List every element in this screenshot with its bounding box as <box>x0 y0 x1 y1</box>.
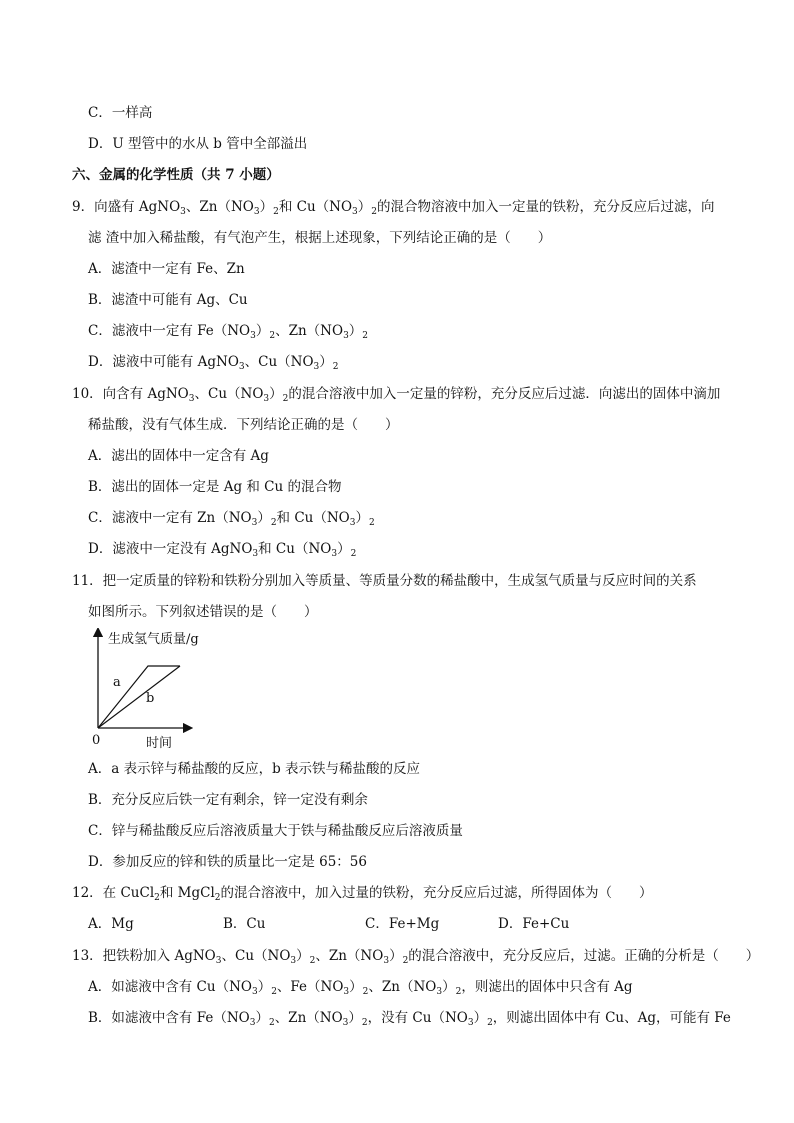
text: ） <box>255 323 270 339</box>
question-9-option-b <box>88 291 248 309</box>
option-text: C．一样高 <box>88 105 153 121</box>
question-11-option-c <box>88 822 463 840</box>
question-9-line-2 <box>88 229 551 247</box>
subscript: 2 <box>402 956 409 966</box>
text: ） <box>348 323 363 339</box>
subscript: 3 <box>331 549 338 559</box>
text: ，则滤出固体中有 Cu、Ag，可能有 Fe <box>492 1010 731 1026</box>
text: 9．向盛有 AgNO <box>72 199 181 215</box>
subscript: 3 <box>215 956 222 966</box>
origin-label: 0 <box>92 733 101 748</box>
question-13-option-b <box>88 1009 731 1027</box>
subscript: 3 <box>252 549 259 559</box>
question-10-option-d <box>88 540 356 558</box>
question-9-option-c <box>88 322 368 340</box>
subscript: 2 <box>455 987 462 997</box>
option-text: C．Fe+Mg <box>365 916 440 932</box>
subscript: 2 <box>361 1018 368 1028</box>
text: B．如滤液中含有 Fe（NO <box>88 1010 250 1026</box>
text: ） <box>337 541 351 557</box>
text: ） <box>257 979 272 995</box>
subscript: 2 <box>268 1018 275 1028</box>
text: A．如滤液中含有 Cu（NO <box>88 979 252 995</box>
subscript: 3 <box>250 331 256 341</box>
subscript: 3 <box>342 1018 349 1028</box>
text: 、Cu（NO <box>221 948 291 964</box>
question-9-option-a <box>88 260 245 278</box>
text: 、Zn（NO <box>275 323 344 339</box>
question-11-option-d <box>88 853 367 871</box>
text: D．滤液中一定没有 AgNO <box>88 541 253 557</box>
question-11-line-1 <box>72 572 697 590</box>
text: 、Zn（NO <box>274 1010 343 1026</box>
question-10-option-b <box>88 478 342 496</box>
option-text: D．Fe+Cu <box>498 916 570 932</box>
text: 和 MgCl <box>159 885 215 901</box>
subscript: 3 <box>349 518 356 528</box>
option-text: D．参加反应的锌和铁的质量比一定是 65：56 <box>88 854 367 870</box>
option-text: C．锌与稀盐酸反应后溶液质量大于铁与稀盐酸反应后溶液质量 <box>88 823 463 839</box>
question-12-option-a <box>88 915 134 933</box>
prev-option-d <box>88 135 307 153</box>
subscript: 3 <box>251 518 258 528</box>
text: ） <box>349 979 363 995</box>
option-text: A．Mg <box>88 916 134 932</box>
subscript: 3 <box>180 207 186 217</box>
text: D．滤液中可能有 AgNO <box>88 354 239 370</box>
subscript: 2 <box>273 207 279 217</box>
question-13-line-1 <box>72 947 759 965</box>
text: 、Zn（NO <box>185 199 254 215</box>
text: 稀盐酸，没有气体生成．下列结论正确的是（ ） <box>88 417 399 433</box>
question-9-line-1 <box>72 198 715 216</box>
text: 和 Cu（NO <box>278 199 353 215</box>
text: 、Cu（NO <box>194 386 264 402</box>
text: 和 Cu（NO <box>258 541 332 557</box>
question-10-line-1 <box>72 385 720 403</box>
text: 11．把一定质量的锌粉和铁粉分别加入等质量、等质量分数的稀盐酸中，生成氢气质量与反应时间的关系 <box>72 573 697 589</box>
question-12-option-d <box>498 915 569 933</box>
text: ） <box>442 979 456 995</box>
series-label-a: a <box>113 675 121 690</box>
text: C．滤液中一定有 Fe（NO <box>88 323 251 339</box>
text: ） <box>255 1010 269 1026</box>
section-title-text: 六、金属的化学性质（共 7 小题） <box>72 167 280 183</box>
text: C．滤液中一定有 Zn（NO <box>88 510 252 526</box>
question-12-option-b <box>223 915 265 933</box>
subscript: 2 <box>269 331 276 341</box>
subscript: 2 <box>271 987 277 997</box>
text: ） <box>389 948 403 964</box>
subscript: 2 <box>487 1018 493 1028</box>
y-axis-label: 生成氢气质量/g <box>108 632 199 647</box>
text: ） <box>348 1010 362 1026</box>
option-text: B．滤出的固体一定是 Ag 和 Cu 的混合物 <box>88 479 342 495</box>
text: ） <box>319 354 333 370</box>
question-12-option-c <box>365 915 439 933</box>
text: 如图所示。下列叙述错误的是（ ） <box>88 604 318 620</box>
text: 的混合溶液中，加入过量的铁粉，充分反应后过滤，所得固体为（ ） <box>220 885 653 901</box>
question-12-line-1 <box>72 884 653 902</box>
option-text: A．滤渣中一定有 Fe、Zn <box>88 261 245 277</box>
subscript: 2 <box>368 518 375 528</box>
text: 、Zn（NO <box>368 979 437 995</box>
subscript: 3 <box>251 987 258 997</box>
question-10-option-c <box>88 509 375 527</box>
subscript: 2 <box>362 331 369 341</box>
option-text: B．充分反应后铁一定有剩余，锌一定没有剩余 <box>88 792 368 808</box>
subscript: 3 <box>352 207 358 217</box>
subscript: 2 <box>309 956 316 966</box>
subscript: 2 <box>350 549 357 559</box>
text: ） <box>257 510 271 526</box>
series-line-b <box>98 666 180 728</box>
subscript: 2 <box>154 893 160 903</box>
text: 和 Cu（NO <box>276 510 350 526</box>
question-11-option-b <box>88 791 368 809</box>
subscript: 2 <box>371 207 377 217</box>
text: ） <box>355 510 369 526</box>
option-text: D．U 型管中的水从 b 管中全部溢出 <box>88 136 308 152</box>
subscript: 2 <box>332 362 339 372</box>
subscript: 3 <box>343 987 350 997</box>
subscript: 3 <box>253 207 260 217</box>
question-13-option-a <box>88 978 633 996</box>
subscript: 3 <box>436 987 443 997</box>
option-text: A．滤出的固体中一定含有 Ag <box>88 448 269 464</box>
subscript: 3 <box>263 394 270 404</box>
subscript: 3 <box>290 956 297 966</box>
subscript: 3 <box>188 394 195 404</box>
text: 、Zn（NO <box>315 948 384 964</box>
hydrogen-time-graph <box>88 628 288 758</box>
text: ） <box>473 1010 488 1026</box>
prev-option-c <box>88 104 152 122</box>
text: ） <box>296 948 310 964</box>
subscript: 3 <box>313 362 320 372</box>
subscript: 3 <box>467 1018 474 1028</box>
text: 的混合溶液中，充分反应后，过滤。正确的分析是（ ） <box>408 948 760 964</box>
text: 、Cu（NO <box>244 354 314 370</box>
text: ，则滤出的固体中只含有 Ag <box>461 979 633 995</box>
text: ） <box>357 199 372 215</box>
subscript: 3 <box>249 1018 256 1028</box>
option-text: A．a 表示锌与稀盐酸的反应，b 表示铁与稀盐酸的反应 <box>88 761 421 777</box>
question-9-option-d <box>88 353 339 371</box>
x-axis-label: 时间 <box>146 736 173 751</box>
text: 13．把铁粉加入 AgNO <box>72 948 216 964</box>
text: ） <box>259 199 274 215</box>
question-10-option-a <box>88 447 269 465</box>
series-label-b: b <box>146 691 155 706</box>
question-11-option-a <box>88 760 420 778</box>
text: ，没有 Cu（NO <box>367 1010 468 1026</box>
text: ） <box>269 386 283 402</box>
section-title <box>72 166 280 184</box>
subscript: 3 <box>238 362 245 372</box>
subscript: 3 <box>343 331 349 341</box>
text: 滤 渣中加入稀盐酸，有气泡产生，根据上述现象，下列结论正确的是（ ） <box>88 230 552 246</box>
subscript: 2 <box>282 394 289 404</box>
text: 、Fe（NO <box>276 979 344 995</box>
text: 12．在 CuCl <box>72 885 155 901</box>
question-11-line-2 <box>88 603 318 621</box>
subscript: 3 <box>383 956 390 966</box>
subscript: 2 <box>270 518 277 528</box>
subscript: 2 <box>214 893 221 903</box>
subscript: 2 <box>362 987 369 997</box>
text: 的混合物溶液中加入一定量的铁粉，充分反应后过滤，向 <box>377 199 715 215</box>
text: 10．向含有 AgNO <box>72 386 189 402</box>
question-10-line-2 <box>88 416 399 434</box>
option-text: B．滤渣中可能有 Ag、Cu <box>88 292 248 308</box>
option-text: B．Cu <box>223 916 266 932</box>
text: 的混合溶液中加入一定量的锌粉，充分反应后过滤．向滤出的固体中滴加 <box>288 386 721 402</box>
